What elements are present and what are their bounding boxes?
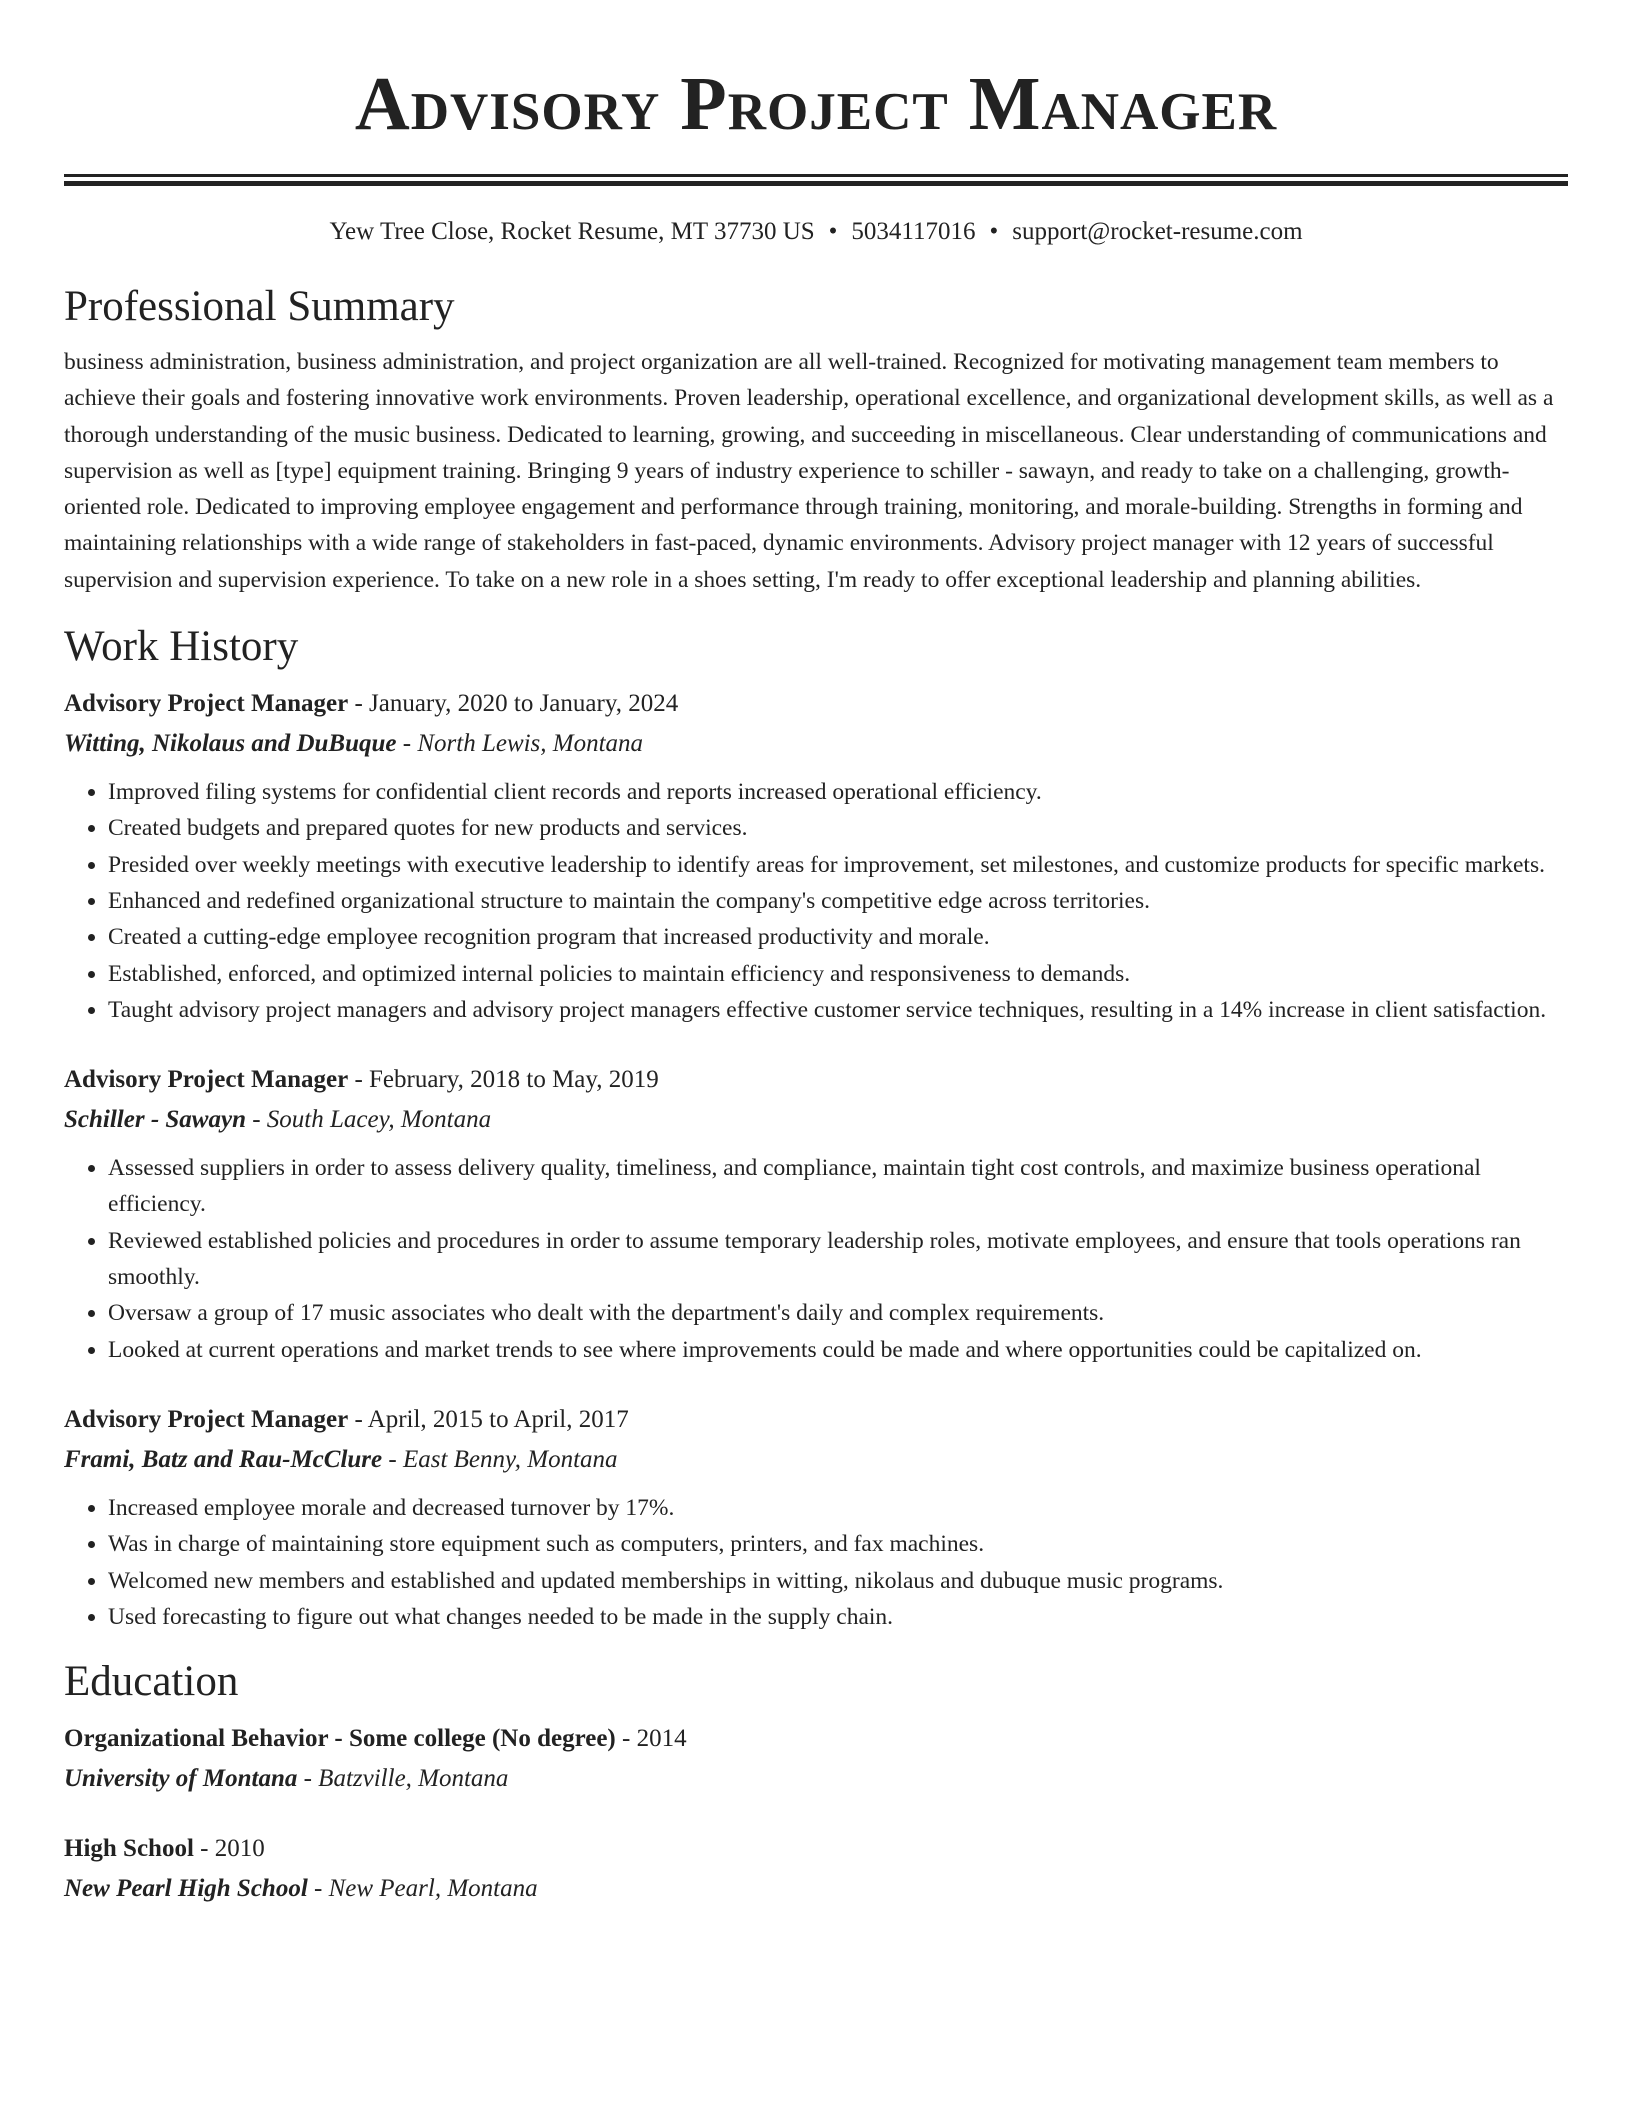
education-school: New Pearl High School [64, 1875, 308, 1903]
job-bullet: • Improved filing systems for confidential client records and reports increased operational efficiency. [108, 774, 1568, 810]
contact-separator: • [989, 218, 999, 245]
contact-email[interactable]: support@rocket-resume.com [1012, 218, 1303, 245]
education-heading: Education [64, 1658, 239, 1706]
job-entry [64, 1060, 1568, 1368]
job-location: - East Benny, Montana [382, 1445, 618, 1473]
job-bullet: • Assessed suppliers in order to assess delivery quality, timeliness, and compliance, maintain tight cost controls, and maximize business operational efficiency. [108, 1150, 1568, 1223]
contact-address: Yew Tree Close, Rocket Resume, MT 37730 US [329, 218, 815, 245]
education-school: University of Montana [64, 1765, 298, 1793]
job-bullet: • Reviewed established policies and procedures in order to assume temporary leadership roles, motivate employees, and ensure that tools operations ran smoothly. [108, 1223, 1568, 1296]
job-bullet: • Established, enforced, and optimized internal policies to maintain efficiency and responsiveness to demands. [108, 956, 1568, 992]
job-dates: - February, 2018 to May, 2019 [348, 1066, 659, 1094]
education-year: - 2014 [615, 1725, 687, 1753]
contact-line [64, 216, 1568, 248]
candidate-name: Advisory Project Manager [354, 62, 1278, 146]
education-header [64, 1829, 1568, 1869]
job-bullets [64, 1150, 1568, 1368]
contact-separator: • [828, 218, 838, 245]
job-company-line [64, 724, 1568, 764]
job-role: Advisory Project Manager [64, 1405, 349, 1433]
job-bullet: • Increased employee morale and decreased turnover by 17%. [108, 1490, 1568, 1526]
job-location: - North Lewis, Montana [396, 730, 644, 758]
job-dates: - April, 2015 to April, 2017 [348, 1405, 629, 1433]
job-location: - South Lacey, Montana [245, 1106, 492, 1134]
job-header [64, 1060, 1568, 1100]
education-header [64, 1719, 1568, 1759]
job-bullet: • Created a cutting-edge employee recognition program that increased productivity and morale. [108, 919, 1568, 955]
job-company: Schiller - Sawayn [64, 1106, 246, 1134]
education-location: - New Pearl, Montana [307, 1875, 538, 1903]
job-bullet: • Enhanced and redefined organizational structure to maintain the company's competitive edge across territories. [108, 883, 1568, 919]
job-header [64, 1400, 1568, 1440]
job-role: Advisory Project Manager [64, 1066, 349, 1094]
job-bullet: • Oversaw a group of 17 music associates who dealt with the department's daily and complex requirements. [108, 1295, 1568, 1331]
job-bullet: • Presided over weekly meetings with executive leadership to identify areas for improvement, set milestones, and customize products for specific markets. [108, 847, 1568, 883]
summary-text: business administration, business administration, and project organization are all well-trained. Recognized for motivating management team members to achieve their goals and fostering innovative work environments. Proven leadership, operational excellence, and organizational development skills, as well as a thorough understanding of the music business. Dedicated to learning, growing, and succeeding in miscellaneous. Clear understanding of communications and supervision as well as [type] equipment training. Bringing 9 years of industry experience to schiller - sawayn, and ready to take on a challenging, growth-oriented role. Dedicated to improving employee engagement and performance through training, monitoring, and morale-building. Strengths in forming and maintaining relationships with a wide range of stakeholders in fast-paced, dynamic environments. Advisory project manager with 12 years of successful supervision and supervision experience. To take on a new role in a shoes setting, I'm ready to offer exceptional leadership and planning abilities. [64, 349, 1554, 593]
job-entry [64, 684, 1568, 1028]
work-history-heading: Work History [64, 623, 299, 671]
education-year: - 2010 [193, 1835, 265, 1863]
education-school-line [64, 1869, 1568, 1909]
education-entry [64, 1719, 1568, 1799]
contact-phone[interactable]: 5034117016 [851, 218, 976, 245]
job-entry [64, 1400, 1568, 1635]
education-entry [64, 1829, 1568, 1909]
summary-heading: Professional Summary [64, 283, 455, 330]
job-company: Witting, Nikolaus and DuBuque [64, 730, 397, 758]
job-company: Frami, Batz and Rau-McClure [64, 1445, 383, 1473]
job-bullet: • Created budgets and prepared quotes for new products and services. [108, 810, 1568, 846]
job-role: Advisory Project Manager [64, 690, 349, 718]
education-degree: Organizational Behavior - Some college (No degree) [64, 1725, 616, 1753]
education-degree: High School [64, 1835, 194, 1863]
job-header [64, 684, 1568, 724]
job-bullet: • Taught advisory project managers and advisory project managers effective customer service techniques, resulting in a 14% increase in client satisfaction. [108, 992, 1568, 1028]
job-bullet: • Was in charge of maintaining store equipment such as computers, printers, and fax machines. [108, 1526, 1568, 1562]
job-dates: - January, 2020 to January, 2024 [348, 690, 679, 718]
job-bullet: • Used forecasting to figure out what changes needed to be made in the supply chain. [108, 1599, 1568, 1635]
education-location: - Batzville, Montana [297, 1765, 509, 1793]
job-company-line [64, 1440, 1568, 1480]
job-bullets [64, 774, 1568, 1028]
job-bullet: • Welcomed new members and established and updated memberships in witting, nikolaus and dubuque music programs. [108, 1563, 1568, 1599]
header-divider [64, 174, 1568, 186]
job-bullet: • Looked at current operations and market trends to see where improvements could be made and where opportunities could be capitalized on. [108, 1332, 1568, 1368]
job-company-line [64, 1100, 1568, 1140]
education-school-line [64, 1759, 1568, 1799]
job-bullets [64, 1490, 1568, 1635]
